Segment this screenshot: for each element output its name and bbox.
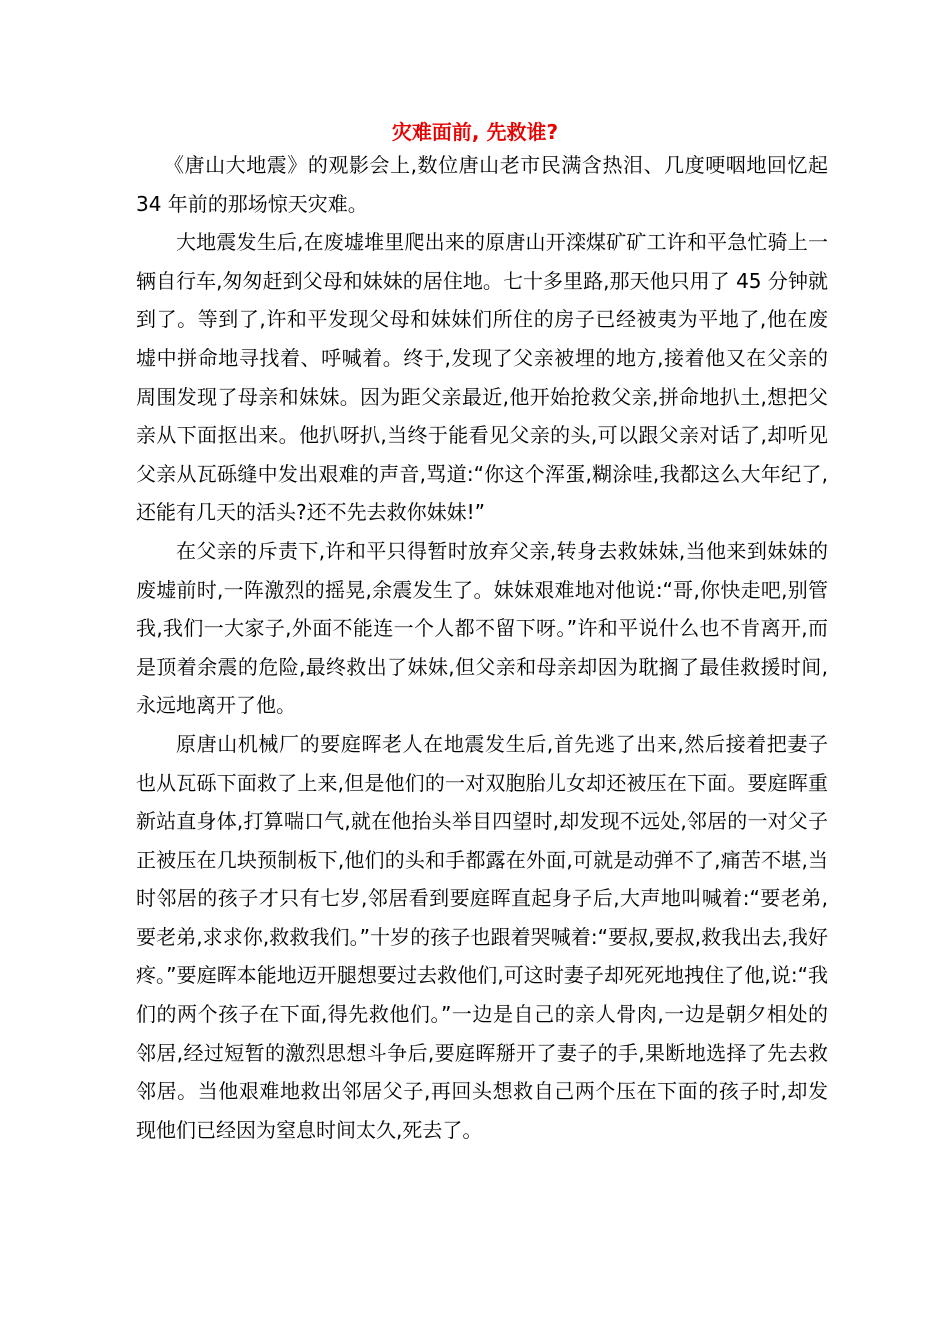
paragraph-3: 在父亲的斥责下,许和平只得暂时放弃父亲,转身去救妹妹,当他来到妹妹的废墟前时,一阵激烈的摇晃,余震发生了。妹妹艰难地对他说:“哥,你快走吧,别管我,我们一大家子,外面不能连一个人都不留下呀。”许和平说什么也不肯离开,而是顶着余震的危险,最终救出了妹妹,但父亲和母亲却因为耽搁了最佳救援时间,永远地离开了他。 — [136, 538, 828, 718]
paragraph-2: 大地震发生后,在废墟堆里爬出来的原唐山开滦煤矿矿工许和平急忙骑上一辆自行车,匆匆赶到父母和妹妹的居住地。七十多里路,那天他只用了 45 分钟就到了。等到了,许和平发现父母和妹妹们所住的房子已经被夷为平地了,他在废墟中拼命地寻找着、呼喊着。终于,发现了父亲被埋的地方,接着他又在父亲的周围发现了母亲和妹妹。因为距父亲最近,他开始抢救父亲,拼命地扒土,想把父亲从下面抠出来。他扒呀扒,当终于能看见父亲的头,可以跟父亲对话了,却听见父亲从瓦砾缝中发出艰难的声音,骂道:“你这个浑蛋,糊涂哇,我都这么大年纪了,还能有几天的活头?还不先去救你妹妹!” — [136, 230, 828, 525]
paragraph-1: 《唐山大地震》的观影会上,数位唐山老市民满含热泪、几度哽咽地回忆起 34 年前的那场惊天灾难。 — [136, 153, 828, 216]
document-title: 灾难面前, 先救谁? — [391, 120, 559, 144]
document-body — [136, 146, 828, 1149]
paragraph-4: 原唐山机械厂的要庭晖老人在地震发生后,首先逃了出来,然后接着把妻子也从瓦砾下面救了上来,但是他们的一对双胞胎儿女却还被压在下面。要庭晖重新站直身体,打算喘口气,就在他抬头举目四望时,却发现不远处,邻居的一对父子正被压在几块预制板下,他们的头和手都露在外面,可就是动弹不了,痛苦不堪,当时邻居的孩子才只有七岁,邻居看到要庭晖直起身子后,大声地叫喊着:“要老弟,要老弟,求求你,救救我们。”十岁的孩子也跟着哭喊着:“要叔,要叔,救我出去,我好疼。”要庭晖本能地迈开腿想要过去救他们,可这时妻子却死死地拽住了他,说:“我们的两个孩子在下面,得先救他们。”一边是自己的亲人骨肉,一边是朝夕相处的邻居,经过短暂的激烈思想斗争后,要庭晖掰开了妻子的手,果断地选择了先去救邻居。当他艰难地救出邻居父子,再回头想救自己两个压在下面的孩子时,却发现他们已经因为窒息时间太久,死去了。 — [136, 731, 828, 1142]
